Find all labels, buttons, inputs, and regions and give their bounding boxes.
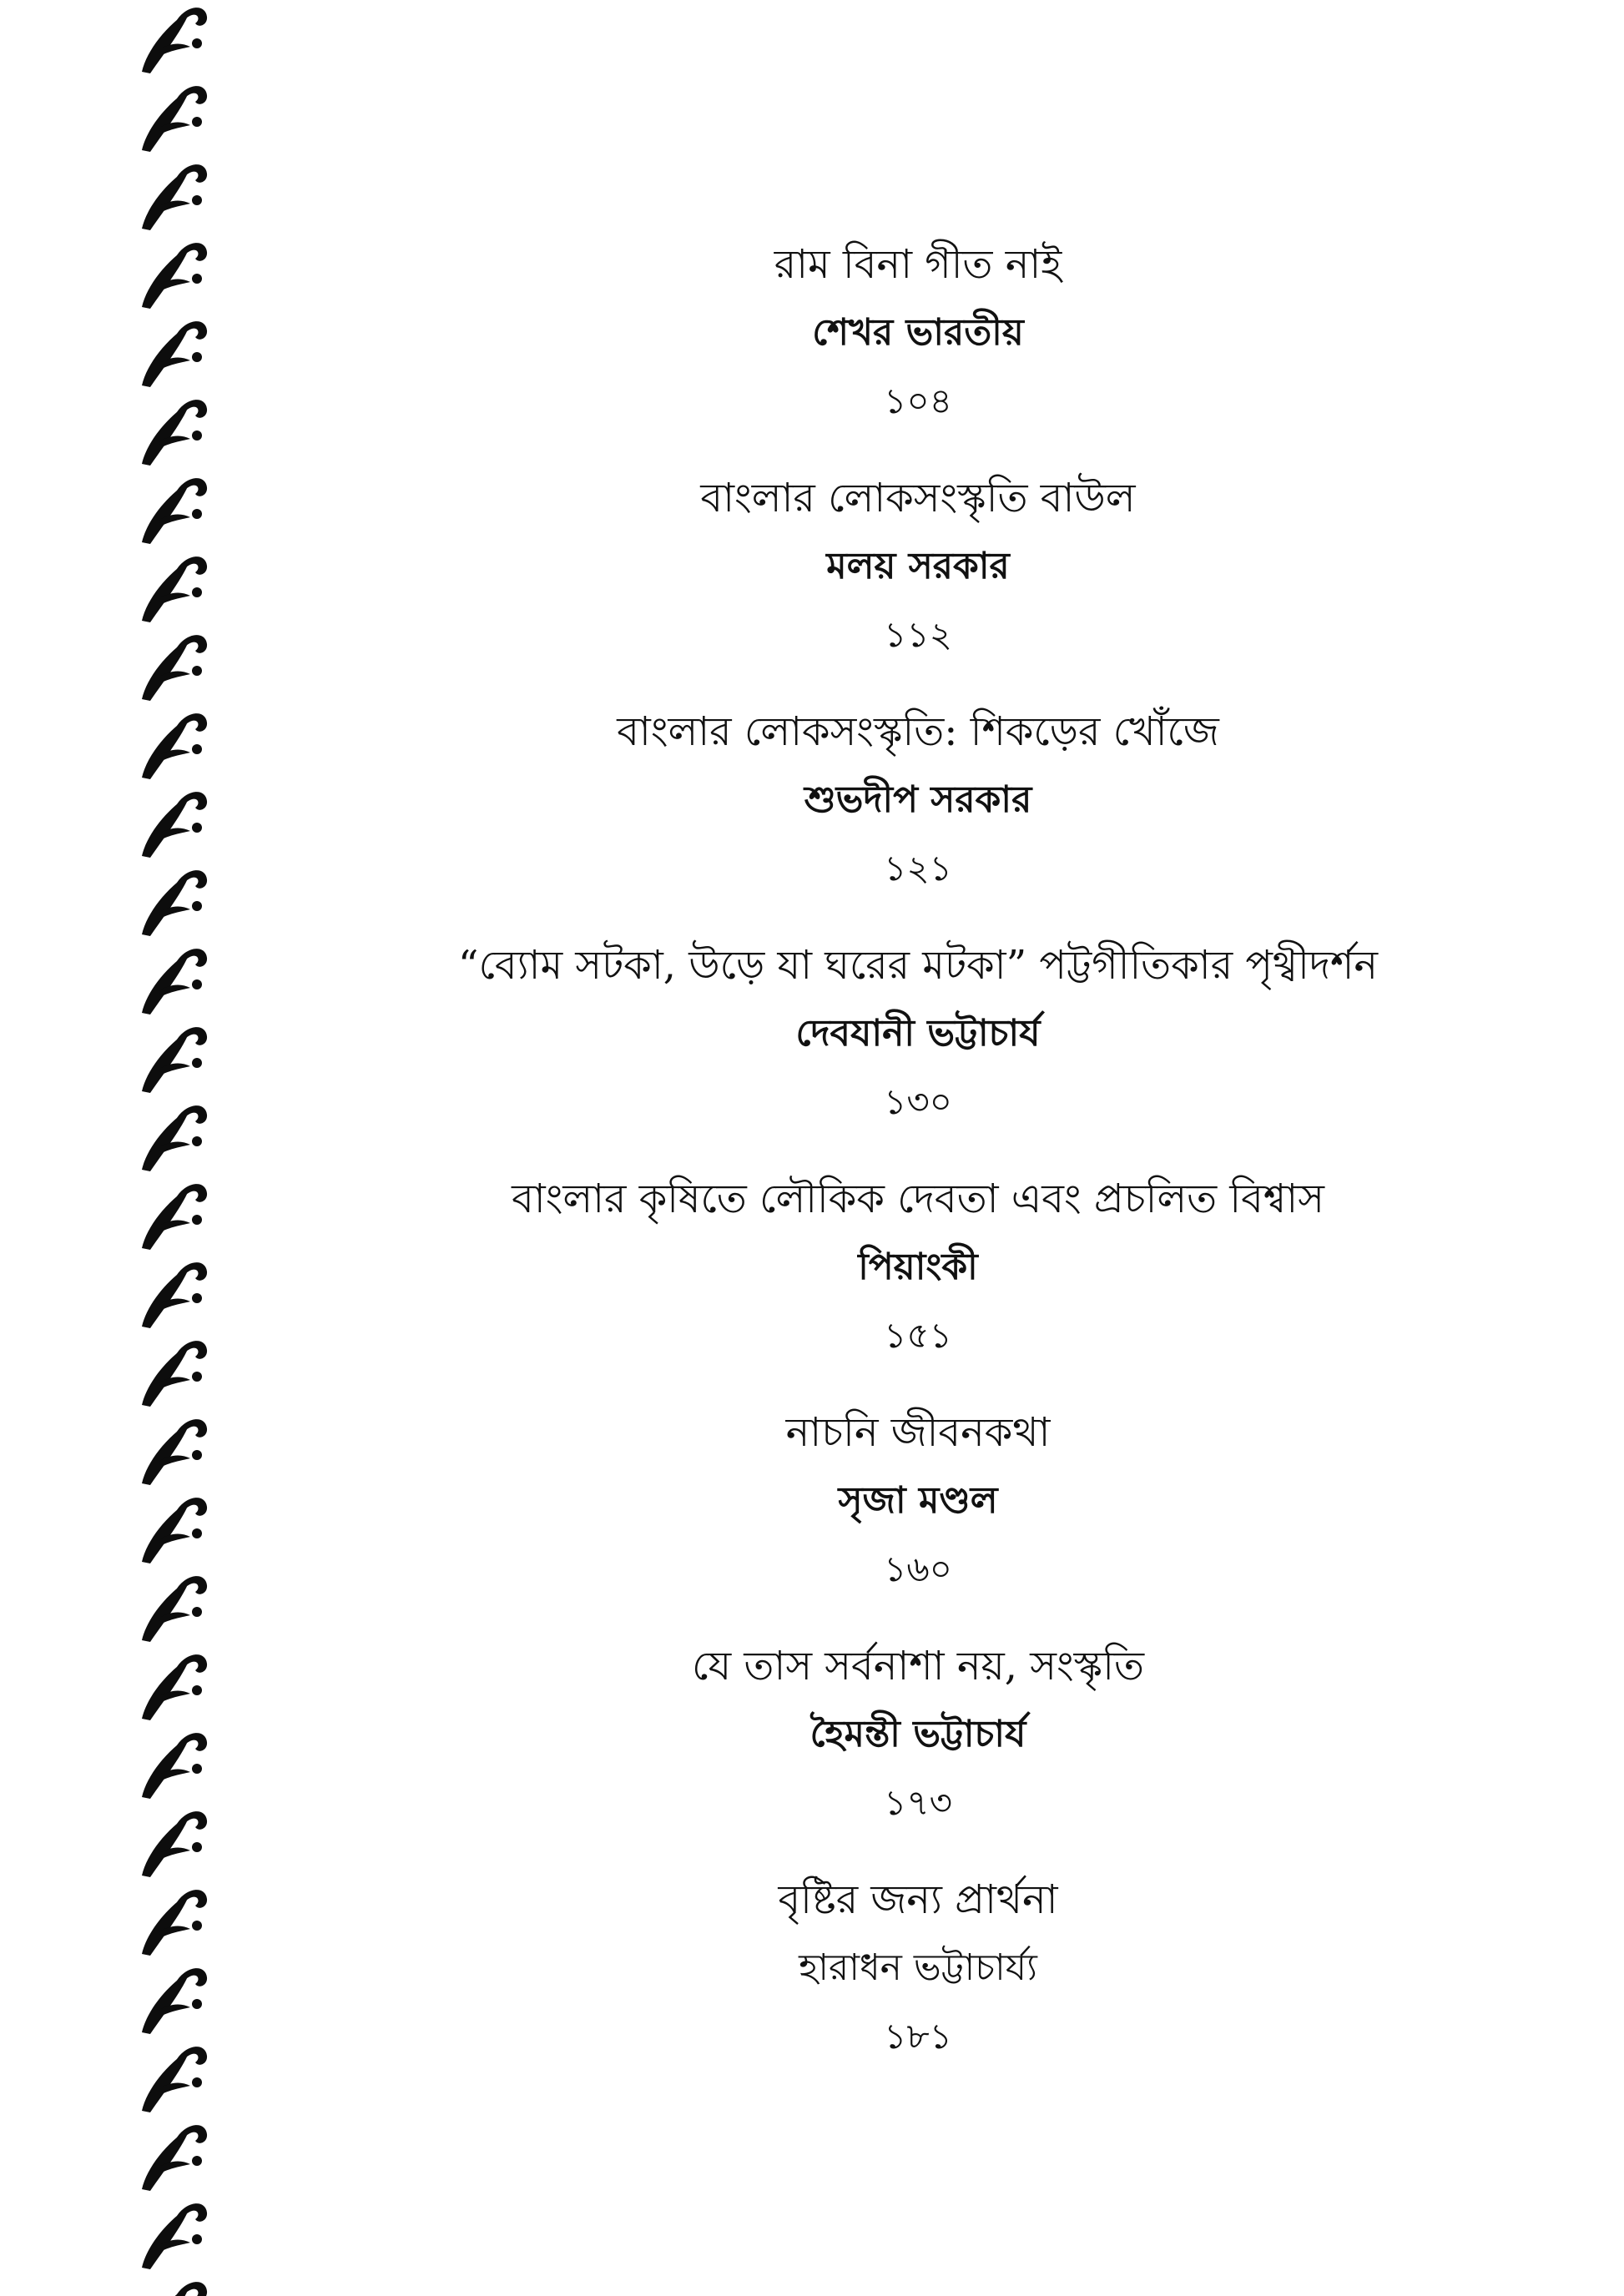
vine-motif (142, 2203, 207, 2269)
vine-motif (142, 1262, 207, 1328)
entry-title: নাচনি জীবনকথা (785, 1409, 1051, 1456)
vine-motif (142, 1811, 207, 1877)
entry-page-number: ১৫১ (884, 1315, 952, 1356)
entry-page-number: ১১২ (884, 614, 952, 655)
vine-motif (142, 1498, 207, 1563)
toc-entry (317, 931, 1519, 1165)
entry-author: সৃজা মণ্ডল (838, 1479, 998, 1522)
entry-page-number: ১২১ (884, 848, 952, 889)
vine-motif (142, 2047, 207, 2112)
entry-title: যে তাস সর্বনাশা নয়, সংস্কৃতি (692, 1643, 1144, 1689)
entry-page-number: ১০৪ (884, 380, 952, 421)
entry-author: হারাধন ভট্টাচার্য্য (799, 1946, 1037, 1989)
vine-motif (142, 86, 207, 152)
vine-motif (142, 1733, 207, 1799)
entry-author: শেখর ভারতীয় (812, 311, 1024, 354)
vine-motif (142, 2125, 207, 2191)
toc-entry (317, 230, 1519, 464)
vine-motif (142, 1968, 207, 2034)
vine-motif (142, 2282, 207, 2296)
vine-motif (142, 164, 207, 230)
decorative-border (125, 0, 217, 2296)
vine-motif (142, 1890, 207, 1956)
toc-entry (317, 1632, 1519, 1866)
vine-motif (142, 870, 207, 936)
toc-entry (317, 1398, 1519, 1632)
toc-entry (317, 1866, 1519, 2099)
entry-title: বাংলার লোকসংস্কৃতি: শিকড়ের খোঁজে (617, 708, 1219, 755)
vine-motif (142, 713, 207, 779)
entry-page-number: ১৮১ (884, 2016, 952, 2057)
entry-author: দেবযানী ভট্টাচার্য (795, 1012, 1041, 1055)
vine-motif (142, 478, 207, 544)
toc-entry (317, 697, 1519, 931)
vine-motif (142, 1654, 207, 1720)
entry-title: বাংলার লোকসংস্কৃতি বাউল (700, 475, 1136, 521)
entry-author: হৈমন্তী ভট্টাচার্য (809, 1713, 1026, 1755)
entry-page-number: ১৩০ (884, 1081, 952, 1122)
entry-title: বাংলার কৃষিতে লৌকিক দেবতা এবং প্রচলিত বিশ্বাস (512, 1176, 1324, 1222)
vine-motif (142, 556, 207, 622)
entry-title: রাম বিনা গীত নাই (774, 241, 1062, 288)
vine-motif (142, 321, 207, 387)
entry-title: বৃষ্টির জন্য প্রার্থনা (778, 1876, 1058, 1923)
vine-motif (142, 8, 207, 73)
entry-author: শুভদীপ সরকার (804, 778, 1032, 821)
vine-motif (142, 400, 207, 466)
toc-entry (317, 464, 1519, 697)
toc-entry (317, 1165, 1519, 1398)
vine-motif (142, 1419, 207, 1485)
vine-motif (142, 792, 207, 858)
vine-motif (142, 1184, 207, 1250)
vine-motif (142, 1105, 207, 1171)
vine-ornament-icon (125, 0, 217, 2296)
vine-motif (142, 243, 207, 309)
entry-author: পিয়াংকী (858, 1246, 978, 1288)
entry-title: “ব্যোম সটকা, উড়ে যা ঘরের মটকা” পট্টগীতিকার পৃথ্বীদর্শন (457, 942, 1379, 989)
vine-motif (142, 635, 207, 701)
vine-motif (142, 1576, 207, 1642)
entry-page-number: ১৭৩ (884, 1782, 952, 1823)
entry-author: মলয় সরকার (826, 545, 1010, 587)
vine-motif (142, 1027, 207, 1093)
entry-page-number: ১৬০ (884, 1548, 952, 1589)
table-of-contents (317, 230, 1519, 2099)
vine-motif (142, 949, 207, 1015)
vine-motif (142, 1341, 207, 1407)
